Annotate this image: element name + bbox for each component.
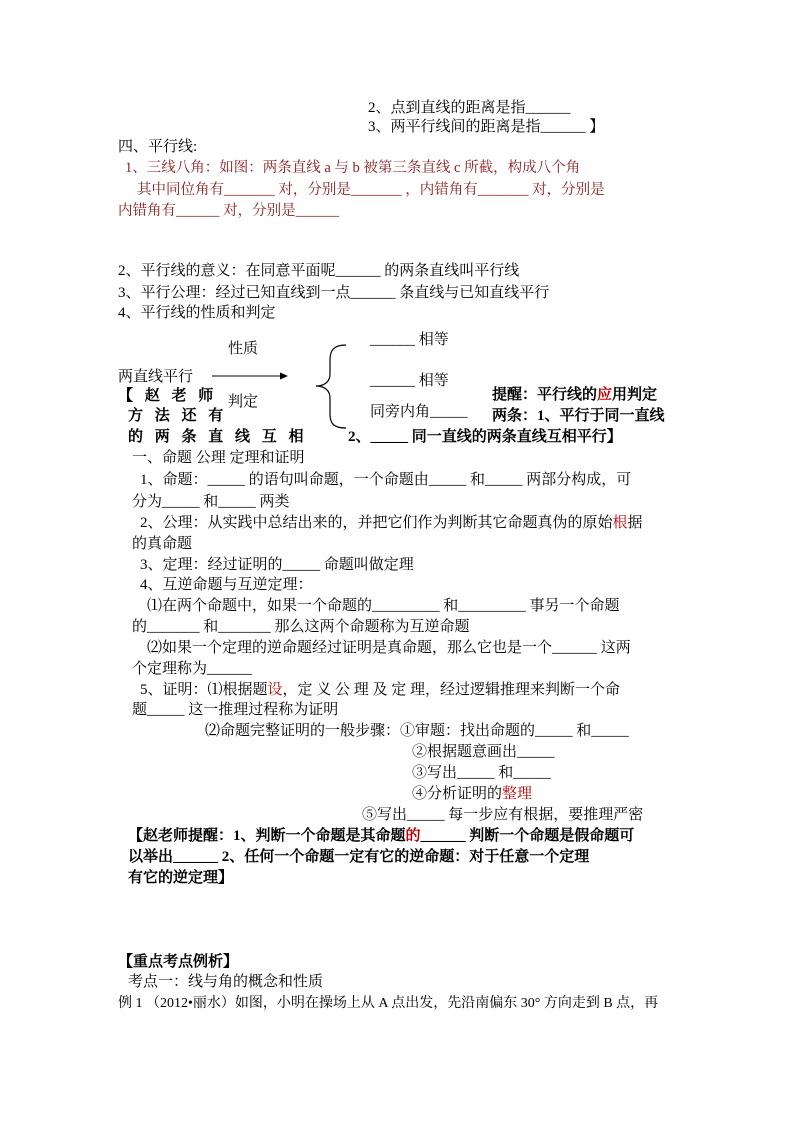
arrow-shape: [212, 373, 288, 380]
distance-point-to-line: 2、点到直线的距离是指______: [368, 100, 571, 116]
proof-line-1-start: 5、证明：⑴根据题: [140, 682, 268, 698]
tip-right-line-1: [492, 385, 657, 406]
parallel-axiom: 3、平行公理：经过已知直线到一点______ 条直线与已知直线平行: [118, 285, 550, 301]
example-1-text: 例 1 （2012•丽水）如图，小明在操场上从 A 点出发，先沿南偏东 30° 方向走到 B 点，再: [118, 996, 659, 1011]
proof-step-4-highlight: 整理: [502, 786, 533, 802]
proof-step-5: ⑤写出_____ 每一步应有根据，要推理严密: [362, 807, 644, 823]
proposition-def-line-1: 1、命题：_____ 的语句叫命题，一个命题由_____ 和_____ 两部分构成，可: [140, 472, 632, 488]
distance-between-parallels: 3、两平行线间的距离是指______ 】: [368, 119, 605, 135]
proof-line-1-highlight: 设: [267, 682, 283, 698]
three-lines-eight-angles-line-3: 内错角有______ 对，分别是______: [118, 203, 340, 219]
diagram-subject: 两直线平行: [118, 369, 194, 385]
axiom-line-1-end: 据: [627, 515, 643, 531]
proof-step-4: [412, 784, 532, 805]
proof-line-1: [140, 680, 620, 701]
reminder-line-1-end: ______ 判断一个命题是假命题可: [420, 828, 635, 844]
tip-right-line-1-highlight: 应: [597, 387, 613, 403]
theorem-line: 3、定理：经过证明的_____ 命题叫做定理: [140, 557, 414, 573]
axiom-line-1-start: 2、公理：从实践中总结出来的，并把它们作为判断其它命题真伪的原始: [140, 515, 613, 531]
tip-right-line-3: 2、_____ 同一直线的两条直线互相平行】: [348, 429, 622, 445]
tip-left-line-1: 【 赵 老 师: [118, 388, 214, 404]
parallel-heading: 四、平行线:: [118, 139, 198, 155]
examples-topic-1: 考点一：线与角的概念和性质: [128, 974, 324, 990]
reminder-line-1-start: 【赵老师提醒：1、判断一个命题是其命题: [128, 828, 406, 844]
diagram-branch-1: ______ 相等: [370, 332, 449, 348]
diagram-branch-2: ______ 相等: [370, 373, 449, 389]
converse-title: 4、互逆命题与互逆定理：: [140, 577, 313, 593]
proof-step-2: ②根据题意画出_____: [412, 744, 555, 760]
axiom-line-1: [140, 513, 643, 534]
proof-line-1-end: ，定 义 公 理 及 定 理，经过逻辑推理来判断一个命: [282, 682, 621, 698]
axiom-line-2: 的真命题: [132, 536, 193, 552]
axiom-line-1-highlight: 根: [612, 515, 628, 531]
reminder-line-3: 有它的逆定理】: [128, 870, 234, 886]
three-lines-eight-angles-line-1: 1、三线八角：如图：两条直线 a 与 b 被第三条直线 c 所截，构成八个角: [125, 160, 581, 176]
examples-heading: 【重点考点例析】: [118, 954, 239, 970]
diagram-branch-3: 同旁内角_____: [370, 404, 468, 420]
reminder-line-1: [128, 826, 634, 847]
converse-line-4: 个定理称为______: [132, 661, 253, 677]
tip-right-line-2: 两条：1、平行于同一直线: [492, 408, 665, 424]
converse-line-2: 的_______ 和_______ 那么这两个命题称为互逆命题: [132, 619, 470, 635]
proof-step-3: ③写出_____ 和_____: [412, 765, 551, 781]
brace-shape: [316, 345, 346, 428]
parallel-meaning: 2、平行线的意义：在同意平面呢______ 的两条直线叫平行线: [118, 263, 520, 279]
proposition-heading: 一、命题 公理 定理和证明: [132, 450, 305, 466]
converse-line-3: ⑵如果一个定理的逆命题经过证明是真命题，那么它也是一个______ 这两: [147, 640, 631, 656]
tip-left-line-2: 方 法 还 有: [128, 408, 224, 424]
diagram-property-label: 性质: [228, 341, 259, 357]
tip-left-line-3: 的 两 条 直 线 互 相: [128, 429, 304, 445]
proof-step-4-start: ④分析证明的: [412, 786, 503, 802]
tip-right-line-1-end: 用判定: [612, 387, 658, 403]
proof-line-2: 题_____ 这一推理过程称为证明: [132, 702, 339, 718]
tip-right-line-1-start: 提醒：平行线的: [492, 387, 598, 403]
three-lines-eight-angles-line-2: 其中同位角有_______ 对，分别是_______ ，内错角有_______ 对，分别是: [137, 182, 605, 198]
proposition-def-line-2: 分为_____ 和_____ 两类: [132, 494, 290, 510]
converse-line-1: ⑴在两个命题中，如果一个命题的_________ 和_________ 事另一个命题: [147, 598, 620, 614]
proof-steps-title: ⑵命题完整证明的一般步骤：①审题：找出命题的_____ 和_____: [205, 723, 629, 739]
diagram-judgement-label: 判定: [228, 394, 259, 410]
parallel-props-title: 4、平行线的性质和判定: [118, 305, 276, 321]
reminder-line-1-highlight: 的: [405, 828, 421, 844]
reminder-line-2: 以举出______ 2、任何一个命题一定有它的逆命题：对于任意一个定理: [128, 849, 590, 865]
